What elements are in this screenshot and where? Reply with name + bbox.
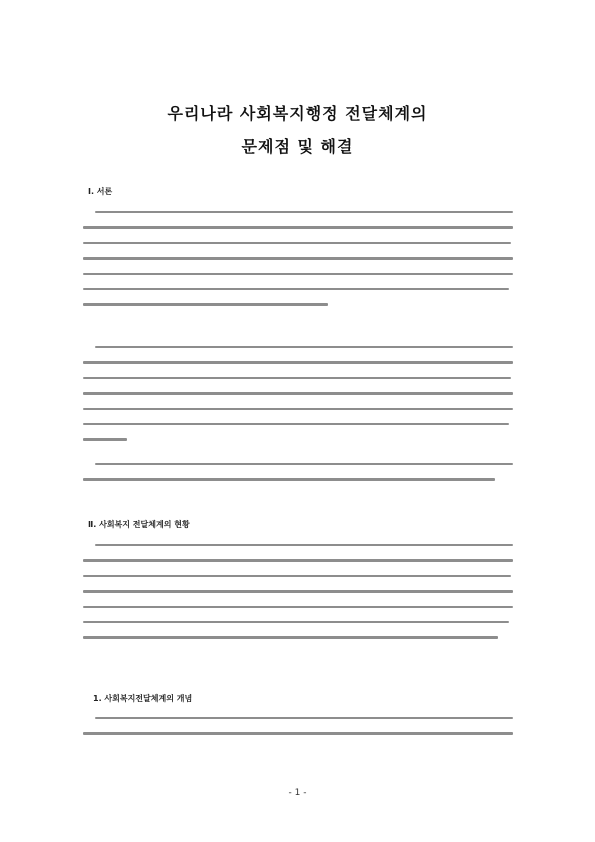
- page-number: - 1 -: [288, 788, 307, 798]
- paragraph-3: [83, 463, 513, 481]
- paragraph-1: [83, 211, 513, 306]
- paragraph-5: [83, 717, 513, 735]
- paragraph-4: [83, 544, 513, 639]
- section-heading-introduction: Ⅰ. 서론: [88, 187, 113, 196]
- document-title-line-1: 우리나라 사회복지행정 전달체계의: [167, 104, 428, 123]
- paragraph-2: [83, 346, 513, 441]
- subsection-heading-concept: 1. 사회복지전달체계의 개념: [93, 694, 193, 703]
- section-heading-delivery-system-status: Ⅱ. 사회복지 전달체계의 현황: [88, 520, 190, 529]
- document-title-line-2: 문제점 및 해결: [241, 137, 354, 156]
